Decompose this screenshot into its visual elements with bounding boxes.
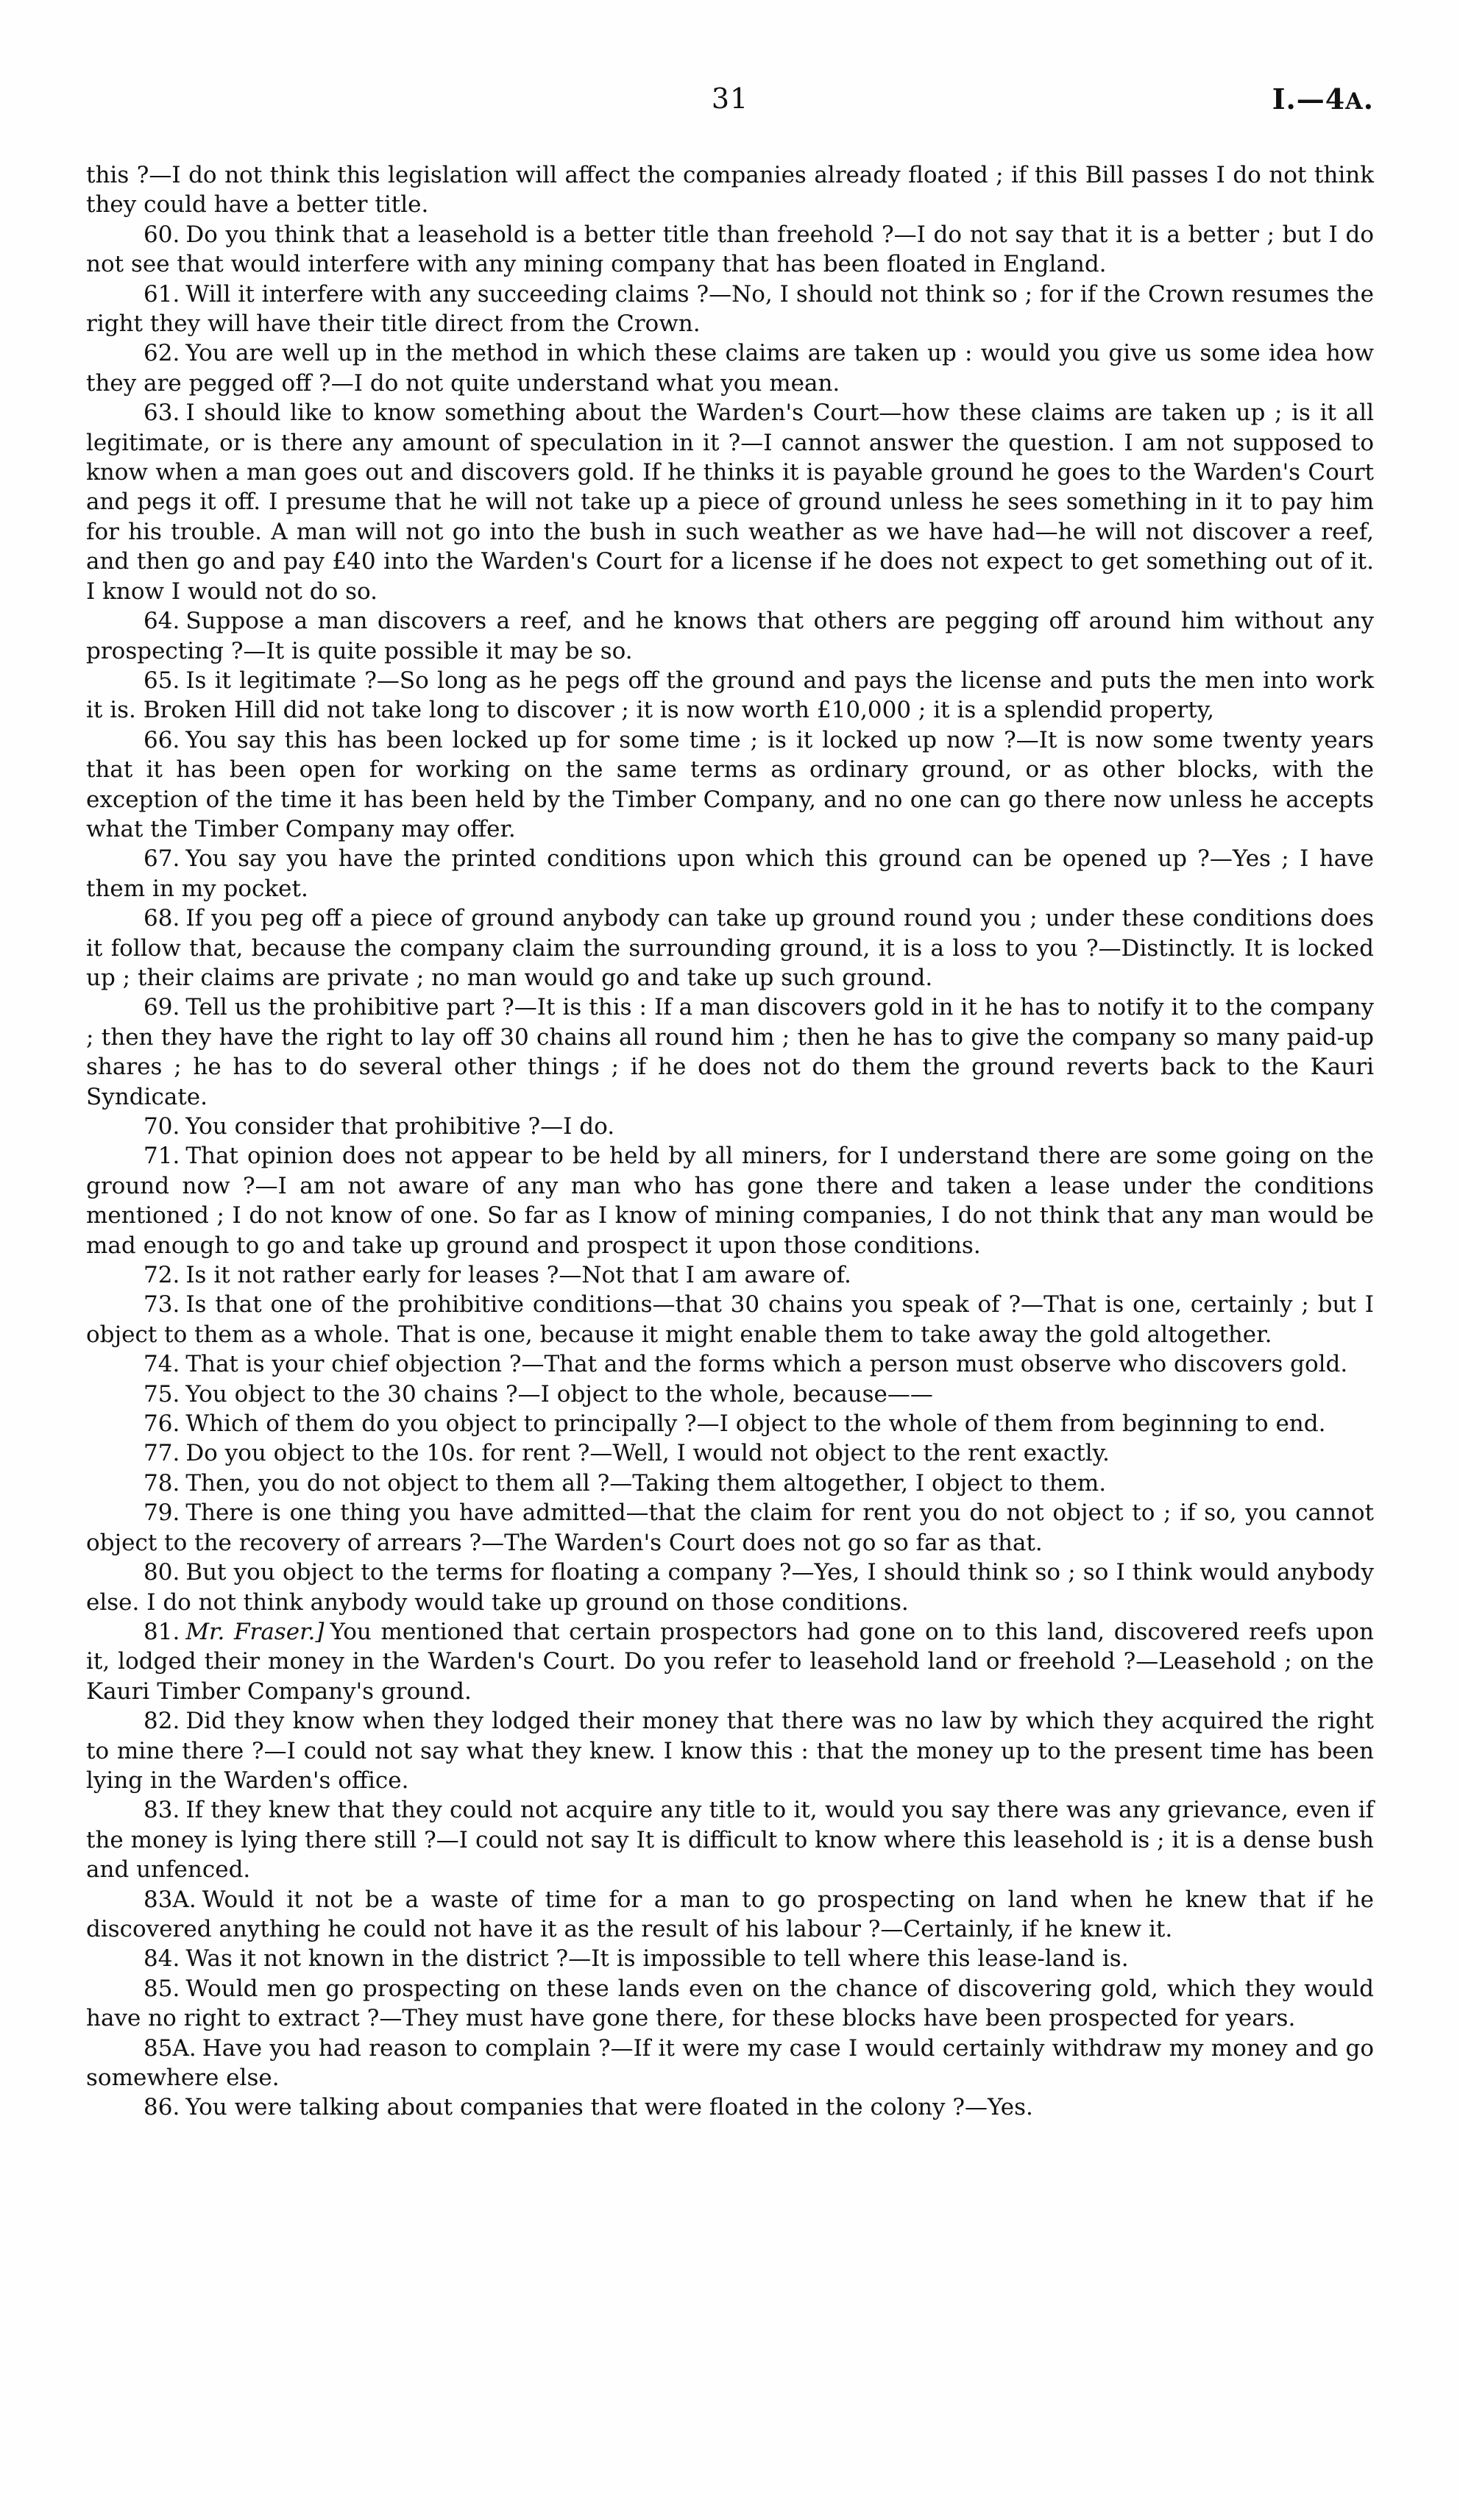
evidence-paragraph bbox=[86, 844, 1374, 904]
evidence-paragraph bbox=[86, 1438, 1374, 1468]
question-number: 80. bbox=[143, 1559, 180, 1586]
page-header bbox=[86, 82, 1374, 127]
evidence-paragraph bbox=[86, 1112, 1374, 1141]
question-number: 75. bbox=[143, 1380, 180, 1408]
paragraph-text: That opinion does not appear to be held by all miners, for I understand there are some going on the ground now ?—I am not aware of any man who has gone there and taken a lease under the conditions mentioned ; I do not know of one. So far as I know of mining companies, I do not think that any man would be mad enough to go and take up ground and prospect it upon those conditions. bbox=[86, 1143, 1374, 1259]
paragraph-text: If they knew that they could not acquire any title to it, would you say there was any grievance, even if the money is lying there still ?—I could not say It is difficult to know where this leasehold is ; it is a dense bush and unfenced. bbox=[86, 1797, 1374, 1884]
evidence-paragraph bbox=[86, 1290, 1374, 1349]
paragraph-text: Is it legitimate ?—So long as he pegs off the ground and pays the license and puts the men into work it is. Broken Hill did not take long to discover ; it is now worth £10,000 ; it is a splendid property, bbox=[86, 667, 1374, 724]
evidence-paragraph bbox=[86, 993, 1374, 1112]
evidence-paragraph bbox=[86, 1141, 1374, 1260]
paragraph-text: Have you had reason to complain ?—If it were my case I would certainly withdraw my money and go somewhere else. bbox=[86, 2034, 1374, 2091]
question-number: 83. bbox=[143, 1797, 180, 1824]
question-number: 69. bbox=[143, 994, 180, 1021]
question-number: 63. bbox=[143, 400, 180, 427]
paragraph-text: this ?—I do not think this legislation will affect the companies already floated ; if this Bill passes I do not think they could have a better title. bbox=[86, 162, 1374, 219]
paragraph-text: That is your chief objection ?—That and the forms which a person must observe who discovers gold. bbox=[185, 1351, 1348, 1378]
paragraph-text: If you peg off a piece of ground anybody can take up ground round you ; under these conditions does it follow that, because the company claim the surrounding ground, it is a loss to you ?—Distinctly. It is locked up ; their claims are private ; no man would go and take up such ground. bbox=[86, 905, 1374, 991]
question-number: 81. bbox=[143, 1618, 180, 1645]
evidence-paragraph bbox=[86, 1974, 1374, 2034]
question-number: 70. bbox=[143, 1113, 180, 1140]
question-number: 62. bbox=[143, 340, 180, 367]
paragraph-text: You say you have the printed conditions upon which this ground can be opened up ?—Yes ; I have them in my pocket. bbox=[86, 845, 1374, 902]
question-number: 84. bbox=[143, 1945, 180, 1973]
question-number: 66. bbox=[143, 726, 180, 753]
paragraph-text: You mentioned that certain prospectors had gone on to this land, discovered reefs upon it, lodged their money in the Warden's Court. Do you refer to leasehold land or freehold ?—Leasehold ; on the Kauri Timber Company's ground. bbox=[86, 1618, 1374, 1705]
evidence-paragraph bbox=[86, 1498, 1374, 1558]
paragraph-text: Do you object to the 10s. for rent ?—Well, I would not object to the rent exactly. bbox=[185, 1440, 1110, 1467]
question-number: 76. bbox=[143, 1410, 180, 1438]
paragraph-text: There is one thing you have admitted—that the claim for rent you do not object to ; if so, you cannot object to the recovery of arrears ?—The Warden's Court does not go so far as that. bbox=[86, 1499, 1374, 1556]
evidence-paragraph bbox=[86, 1885, 1374, 1945]
paragraph-text: Would it not be a waste of time for a man to go prospecting on land when he knew that if he discovered anything he could not have it as the result of his labour ?—Certainly, if he knew it. bbox=[86, 1886, 1374, 1942]
paragraph-text: Which of them do you object to principally ?—I object to the whole of them from beginning to end. bbox=[185, 1410, 1326, 1438]
paragraph-text: Suppose a man discovers a reef, and he knows that others are pegging off around him without any prospecting ?—It is quite possible it may be so. bbox=[86, 608, 1374, 664]
question-number: 86. bbox=[143, 2094, 180, 2121]
paragraph-text: Then, you do not object to them all ?—Taking them altogether, I object to them. bbox=[185, 1469, 1107, 1497]
speaker-name: Mr. Fraser.] bbox=[185, 1618, 325, 1645]
paragraph-text: I should like to know something about the Warden's Court—how these claims are taken up ; is it all legitimate, or is there any amount of speculation in it ?—I cannot answer the question. I am not supposed to know when a man goes out and discovers gold. If he thinks it is payable ground he goes to the Warden's Court and pegs it off. I presume that he will not take up a piece of ground unless he sees something in it to pay him for his trouble. A man will not go into the bush in such weather as we have had—he will not discover a reef, and then go and pay £40 into the Warden's Court for a license if he does not expect to get something out of it. I know I would not do so. bbox=[86, 400, 1374, 605]
evidence-paragraph bbox=[86, 1795, 1374, 1884]
evidence-paragraph bbox=[86, 904, 1374, 993]
question-number: 85. bbox=[143, 1975, 180, 2002]
paragraph-text: Will it interfere with any succeeding claims ?—No, I should not think so ; for if the Crown resumes the right they will have their title direct from the Crown. bbox=[86, 280, 1374, 338]
paragraph-text: Tell us the prohibitive part ?—It is this : If a man discovers gold in it he has to notify it to the company ; then they have the right to lay off 30 chains all round him ; then he has to give the company so many paid-up shares ; he has to do several other things ; if he does not do them the ground reverts back to the Kauri Syndicate. bbox=[86, 994, 1374, 1110]
question-number: 68. bbox=[143, 905, 180, 932]
evidence-paragraph bbox=[86, 1349, 1374, 1379]
paragraph-text: Was it not known in the district ?—It is impossible to tell where this lease-land is. bbox=[185, 1945, 1129, 1973]
evidence-paragraph bbox=[86, 1944, 1374, 1973]
paragraph-text: Is it not rather early for leases ?—Not that I am aware of. bbox=[185, 1262, 851, 1289]
evidence-paragraph bbox=[86, 725, 1374, 845]
evidence-paragraph bbox=[86, 606, 1374, 666]
evidence-paragraph bbox=[86, 666, 1374, 725]
question-number: 64. bbox=[143, 608, 180, 635]
question-number: 85A. bbox=[143, 2034, 196, 2062]
question-number: 67. bbox=[143, 845, 180, 873]
question-number: 79. bbox=[143, 1499, 180, 1527]
paragraph-text: Would men go prospecting on these lands even on the chance of discovering gold, which they would have no right to extract ?—They must have gone there, for these blocks have been prospected for years. bbox=[86, 1975, 1374, 2032]
question-number: 72. bbox=[143, 1262, 180, 1289]
evidence-paragraph bbox=[86, 280, 1374, 339]
paragraph-text: You are well up in the method in which these claims are taken up : would you give us some idea how they are pegged off ?—I do not quite understand what you mean. bbox=[86, 340, 1374, 397]
evidence-paragraph bbox=[86, 1617, 1374, 1706]
paragraph-text: Do you think that a leasehold is a better title than freehold ?—I do not say that it is a better ; but I do not see that would interfere with any mining company that has been floated in England. bbox=[86, 221, 1374, 278]
evidence-paragraph bbox=[86, 1409, 1374, 1438]
paragraph-text: But you object to the terms for floating a company ?—Yes, I should think so ; so I think would anybody else. I do not think anybody would take up ground on those conditions. bbox=[86, 1559, 1374, 1616]
question-number: 65. bbox=[143, 667, 180, 694]
question-number: 74. bbox=[143, 1351, 180, 1378]
evidence-text bbox=[86, 160, 1374, 2123]
paragraph-text: You consider that prohibitive ?—I do. bbox=[185, 1113, 615, 1140]
evidence-paragraph bbox=[86, 398, 1374, 606]
paragraph-text: You were talking about companies that were floated in the colony ?—Yes. bbox=[185, 2094, 1033, 2121]
evidence-paragraph bbox=[86, 1260, 1374, 1290]
paragraph-text: You object to the 30 chains ?—I object to the whole, because—— bbox=[185, 1380, 933, 1408]
paragraph-text: Did they know when they lodged their money that there was no law by which they acquired the right to mine there ?—I could not say what they knew. I know this : that the money up to the present time has been lying in the Warden's office. bbox=[86, 1708, 1374, 1794]
evidence-paragraph bbox=[86, 1558, 1374, 1617]
question-number: 60. bbox=[143, 221, 180, 248]
question-number: 77. bbox=[143, 1440, 180, 1467]
question-number: 61. bbox=[143, 280, 180, 308]
page-number: 31 bbox=[711, 82, 749, 115]
evidence-paragraph bbox=[86, 338, 1374, 398]
document-reference: I.—4A. bbox=[1272, 82, 1374, 116]
evidence-paragraph bbox=[86, 1706, 1374, 1795]
evidence-paragraph bbox=[86, 220, 1374, 280]
evidence-paragraph bbox=[86, 1380, 1374, 1409]
question-number: 83A. bbox=[143, 1886, 196, 1913]
question-number: 78. bbox=[143, 1469, 180, 1497]
evidence-paragraph bbox=[86, 2034, 1374, 2093]
question-number: 71. bbox=[143, 1143, 180, 1170]
paragraph-text: You say this has been locked up for some time ; is it locked up now ?—It is now some twenty years that it has been open for working on the same terms as ordinary ground, or as other blocks, with the exception of the time it has been held by the Timber Company, and no one can go there now unless he accepts what the Timber Company may offer. bbox=[86, 726, 1374, 842]
question-number: 82. bbox=[143, 1708, 180, 1735]
paragraph-text: Is that one of the prohibitive conditions—that 30 chains you speak of ?—That is one, certainly ; but I object to them as a whole. That is one, because it might enable them to take away the gold altogether. bbox=[86, 1291, 1374, 1348]
evidence-paragraph bbox=[86, 2093, 1374, 2122]
question-number: 73. bbox=[143, 1291, 180, 1318]
evidence-paragraph bbox=[86, 160, 1374, 220]
evidence-paragraph bbox=[86, 1469, 1374, 1498]
